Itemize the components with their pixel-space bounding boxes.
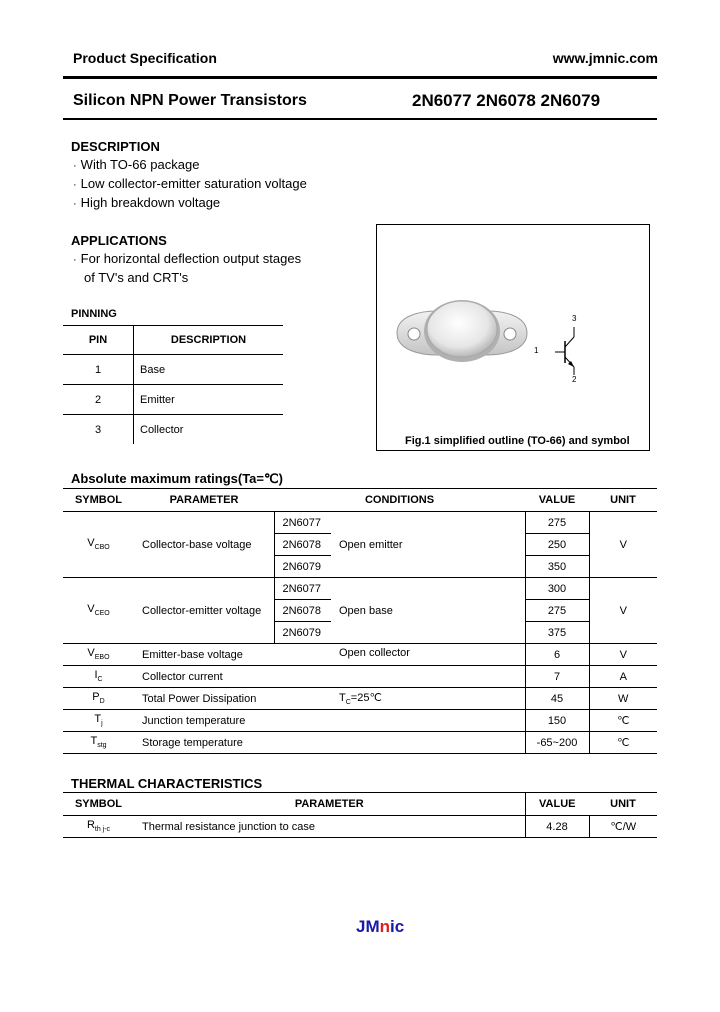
table-row: 2N6079 350 [63, 556, 657, 578]
pin-label-3: 3 [572, 314, 577, 323]
to66-package-illustration [377, 225, 649, 450]
title-rule [63, 118, 657, 120]
applications-line-1: · For horizontal deflection output stages [73, 251, 302, 266]
table-row: 2N6078 275 [63, 600, 657, 622]
title-left: Silicon NPN Power Transistors [73, 92, 307, 109]
vceo-unit: V [589, 578, 657, 644]
logo-letter-m: M [365, 917, 380, 936]
unit-column-header: UNIT [589, 793, 657, 816]
pin-column-header: PIN [63, 326, 134, 355]
table-row: $P_D$ Total Power Dissipation $T_C=25℃$ 45 W [63, 688, 657, 710]
part-numbers: 2N6077 2N6078 2N6079 [412, 91, 601, 110]
parameter-column-header: PARAMETER [134, 793, 525, 816]
conditions-column-header: CONDITIONS [274, 489, 525, 512]
bullet-icon: · [73, 179, 77, 191]
header-left: Product Specification [73, 50, 217, 66]
description-item-1: · With TO-66 package [73, 157, 200, 172]
bullet-icon: · [73, 254, 77, 266]
figure-caption: Fig.1 simplified outline (TO-66) and symbol [405, 435, 630, 447]
logo-letter-n: n [379, 917, 391, 936]
table-row: 3 Collector [63, 415, 283, 445]
bullet-icon: · [73, 198, 77, 210]
value-column-header: VALUE [525, 793, 589, 816]
description-item-3: · High breakdown voltage [73, 195, 221, 210]
header-right: www.jmnic.com [552, 50, 658, 66]
symbol-column-header: SYMBOL [63, 489, 134, 512]
table-row: $I_C$ Collector current 7 A [63, 666, 657, 688]
applications-line-2: of TV's and CRT's [84, 270, 189, 285]
vcbo-unit: V [589, 512, 657, 578]
table-row: $V_{EBO}$ Emitter-base voltage Open collector 6 V [63, 644, 657, 666]
pinning-table [63, 325, 283, 444]
value-column-header: VALUE [525, 489, 589, 512]
table-row: 2 Emitter [63, 385, 283, 415]
description-item-2: · Low collector-emitter saturation voltage [73, 176, 307, 191]
thermal-table [63, 792, 657, 838]
header-rule [63, 76, 657, 79]
jmnic-logo [356, 917, 404, 937]
logo-letter-j: J [356, 917, 366, 936]
bullet-icon: · [73, 160, 77, 172]
figure-box [376, 224, 650, 451]
logo-letter-i: i [390, 917, 395, 936]
pin-label-1: 1 [534, 346, 539, 355]
parameter-column-header: PARAMETER [134, 489, 274, 512]
vceo-condition: Open base [331, 578, 525, 644]
table-row: 2N6079 375 [63, 622, 657, 644]
description-column-header: DESCRIPTION [134, 326, 284, 355]
table-row: $T_{stg}$ Storage temperature -65~200 ℃ [63, 732, 657, 754]
table-row: $T_j$ Junction temperature 150 ℃ [63, 710, 657, 732]
table-row: 2N6078 250 [63, 534, 657, 556]
thermal-heading: THERMAL CHARACTERISTICS [71, 776, 263, 791]
vceo-symbol: $V_{CEO}$ [63, 578, 134, 644]
table-row: $V_{CEO}$ Collector-emitter voltage 2N6077 Open base 300 V [63, 578, 657, 600]
table-row: 1 Base [63, 355, 283, 385]
vceo-parameter: Collector-emitter voltage [134, 578, 274, 644]
table-row: $R_{th j-c}$ Thermal resistance junction to case 4.28 ℃/W [63, 816, 657, 838]
description-heading: DESCRIPTION [71, 139, 160, 154]
table-row: $V_{CBO}$ Collector-base voltage 2N6077 Open emitter 275 V [63, 512, 657, 534]
applications-heading: APPLICATIONS [71, 233, 167, 248]
ratings-heading: Absolute maximum ratings(Ta=℃) [71, 471, 283, 486]
symbol-column-header: SYMBOL [63, 793, 134, 816]
vcbo-symbol: $V_{CBO}$ [63, 512, 134, 578]
ratings-table [63, 488, 657, 754]
logo-letter-c: c [394, 917, 405, 936]
unit-column-header: UNIT [589, 489, 657, 512]
pin-label-2: 2 [572, 375, 577, 384]
pinning-heading: PINNING [71, 308, 117, 320]
vcbo-parameter: Collector-base voltage [134, 512, 274, 578]
vcbo-condition: Open emitter [331, 512, 525, 578]
